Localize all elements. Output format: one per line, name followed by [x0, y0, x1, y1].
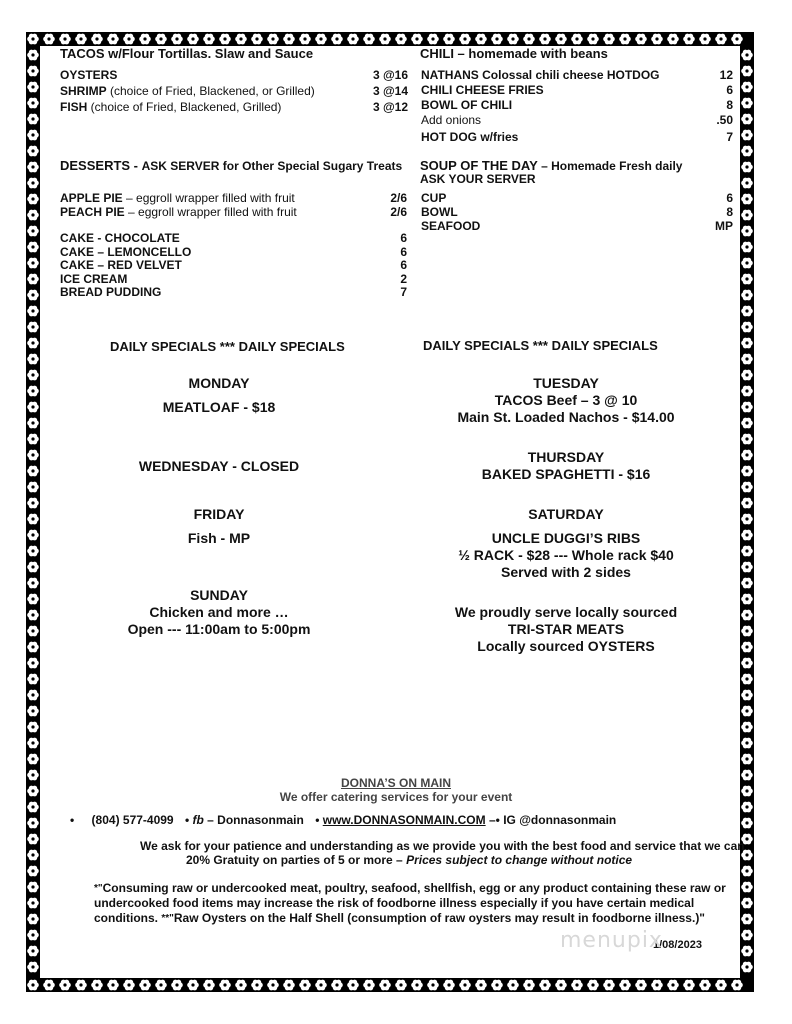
item-name-text: SHRIMP [60, 84, 107, 98]
tuesday-item-2: Main St. Loaded Nachos - $14.00 [457, 409, 675, 425]
menu-item-name [421, 205, 458, 219]
bullet-icon: • [184, 813, 190, 827]
special-wednesday [69, 458, 369, 474]
item-price: 2/6 [390, 205, 407, 219]
menu-item [421, 130, 733, 144]
specials-header-right: DAILY SPECIALS *** DAILY SPECIALS [423, 338, 658, 353]
specials-header-left: DAILY SPECIALS *** DAILY SPECIALS [110, 339, 345, 354]
desserts-label: DESSERTS - [60, 158, 142, 173]
local-line-2: TRI-STAR MEATS [507, 621, 625, 637]
item-description: (choice of Fried, Blackened, or Grilled) [106, 84, 315, 98]
gratuity-text: 20% Gratuity on parties of 5 or more – [186, 853, 407, 867]
menu-item-name [60, 231, 180, 245]
oyster-prefix: **" [161, 913, 174, 924]
prices-note: Prices subject to change without notice [406, 853, 633, 867]
special-friday [69, 506, 369, 546]
item-price: 6 [400, 231, 407, 245]
consumer-advisory [94, 881, 734, 926]
item-price: 7 [400, 285, 407, 299]
thursday-day: THURSDAY [527, 449, 605, 465]
menu-item [60, 231, 407, 245]
menu-item-name [60, 100, 281, 114]
oyster-advisory: Raw Oysters on the Half Shell (consumption of raw oysters may result in foodborne illness.)" [173, 911, 705, 925]
special-thursday [416, 449, 716, 483]
restaurant-name [200, 776, 592, 790]
soup-title [420, 158, 682, 173]
item-name-text: OYSTERS [60, 68, 118, 82]
fb-name: – Donnasonmain [203, 813, 304, 827]
menu-item-name [421, 219, 480, 233]
thursday-item: BAKED SPAGHETTI - $16 [481, 466, 651, 482]
patience-line: We ask for your patience and understanding as we provide you with the best food and service that we can [140, 839, 745, 853]
item-name-text: FISH [60, 100, 88, 114]
item-name-text: CHILI CHEESE FRIES [421, 83, 544, 97]
menu-item-name [421, 113, 481, 127]
wednesday-day: WEDNESDAY - CLOSED [138, 458, 300, 474]
menu-item [60, 84, 408, 98]
item-price: 2/6 [390, 191, 407, 205]
menu-item [421, 98, 733, 112]
sunday-day: SUNDAY [190, 587, 248, 603]
menu-item [60, 191, 407, 205]
special-monday [69, 375, 369, 415]
menu-item [60, 68, 408, 82]
menu-item [421, 68, 733, 82]
menu-item-name [421, 191, 446, 205]
item-name-text: CUP [421, 191, 447, 205]
tuesday-day: TUESDAY [533, 375, 599, 391]
local-sourcing [416, 604, 716, 655]
item-price: 6 [726, 83, 733, 97]
item-name-text: CAKE – LEMONCELLO [60, 244, 192, 259]
saturday-item-3: Served with 2 sides [501, 564, 631, 580]
item-name-text: PEACH PIE [60, 205, 125, 219]
item-name-text: CAKE - CHOCOLATE [60, 231, 180, 245]
catering-line: We offer catering services for your event [279, 790, 513, 804]
menu-item [60, 205, 407, 219]
item-price: 3 @16 [372, 68, 408, 82]
instagram-handle: IG @donnasonmain [503, 813, 617, 827]
menu-item-name [60, 68, 117, 82]
saturday-item-2: ½ RACK - $28 --- Whole rack $40 [458, 547, 674, 563]
special-saturday [416, 506, 716, 581]
menu-item-name [421, 98, 512, 112]
menu-item [60, 285, 407, 299]
menu-item-name [421, 130, 518, 144]
menu-item [60, 272, 407, 286]
saturday-day: SATURDAY [528, 506, 604, 522]
special-tuesday [416, 375, 716, 426]
friday-item: Fish - MP [187, 530, 251, 546]
menu-item-name [60, 258, 182, 272]
item-price: 6 [400, 258, 407, 272]
monday-item: MEATLOAF - $18 [162, 399, 276, 415]
menu-item [421, 191, 733, 205]
menu-date: 1/08/2023 [653, 939, 702, 951]
item-price: .50 [716, 113, 733, 127]
advisory-text: Consuming raw or undercooked meat, poultry, seafood, shellfish, egg or any product containing these raw or undercooked food items may increase the risk of foodborne illness especially if you have certain medical conditions. [94, 881, 726, 925]
menu-item [60, 245, 407, 259]
saturday-item-1: UNCLE DUGGI’S RIBS [491, 530, 641, 546]
monday-day: MONDAY [188, 375, 250, 391]
item-description: – eggroll wrapper filled with fruit [124, 205, 297, 219]
menu-item-name [60, 245, 191, 259]
item-name-text: NATHANS Colossal chili cheese HOTDOG [421, 68, 660, 82]
item-name-text: APPLE PIE [60, 191, 123, 205]
restaurant-name-text: DONNA’S ON MAIN [340, 776, 451, 790]
bullet-icon: • [495, 813, 500, 827]
sunday-item-1: Chicken and more … [149, 604, 289, 620]
gratuity-line [186, 853, 632, 867]
menu-item [60, 258, 407, 272]
item-price: 7 [726, 130, 733, 144]
watermark: menupix [560, 928, 663, 953]
phone-number: (804) 577-4099 [91, 813, 174, 827]
advisory-prefix: *" [94, 883, 103, 894]
local-line-3: Locally sourced OYSTERS [477, 638, 655, 654]
item-price: MP [715, 219, 733, 233]
bullet-icon: • [315, 813, 320, 827]
friday-day: FRIDAY [193, 506, 245, 522]
item-price: 8 [726, 205, 733, 219]
desserts-title [60, 158, 402, 173]
item-price: 6 [726, 191, 733, 205]
soup-subtitle: ASK YOUR SERVER [420, 172, 536, 186]
item-description: (choice of Fried, Blackened, Grilled) [87, 100, 282, 114]
bullet-icon: • [70, 813, 75, 827]
fb-label: fb [192, 813, 204, 827]
item-name-text: BOWL OF CHILI [421, 98, 513, 112]
website-link[interactable]: www.DONNASONMAIN.COM [322, 813, 486, 827]
item-name-text: SEAFOOD [421, 219, 481, 233]
tacos-title: TACOS w/Flour Tortillas. Slaw and Sauce [60, 46, 314, 61]
soup-label: SOUP OF THE DAY [420, 158, 538, 173]
item-name-text: Add onions [421, 113, 482, 127]
item-price: 6 [400, 244, 407, 259]
menu-item-name [60, 84, 315, 98]
sunday-item-2: Open --- 11:00am to 5:00pm [127, 621, 311, 637]
item-price: 3 @14 [372, 84, 408, 98]
menu-item-name [60, 191, 295, 205]
menu-item [421, 205, 733, 219]
contact-line [70, 813, 616, 827]
item-description: – eggroll wrapper filled with fruit [122, 191, 295, 205]
item-price: 8 [726, 98, 733, 112]
menu-item [421, 113, 733, 127]
item-name-text: BOWL [421, 205, 458, 219]
soup-title-note: – Homemade Fresh daily [537, 159, 683, 173]
menu-item-name [60, 205, 297, 219]
item-price: 3 @12 [372, 100, 408, 114]
tuesday-item-1: TACOS Beef – 3 @ 10 [494, 392, 638, 408]
menu-item [421, 83, 733, 97]
item-name-text: BREAD PUDDING [60, 285, 162, 299]
desserts-note: ASK SERVER for Other Special Sugary Treats [141, 159, 403, 173]
menu-item [60, 100, 408, 114]
menu-item-name [421, 83, 544, 97]
item-price: 12 [719, 68, 733, 82]
menu-item-name [421, 68, 660, 82]
local-line-1: We proudly serve locally sourced [454, 604, 678, 620]
menu-item [421, 219, 733, 233]
chili-title: CHILI – homemade with beans [420, 46, 608, 61]
item-price: 2 [400, 271, 407, 286]
item-name-text: HOT DOG w/fries [421, 130, 519, 144]
special-sunday [69, 587, 369, 638]
dash-separator: – [488, 813, 496, 827]
item-name-text: CAKE – RED VELVET [60, 258, 182, 272]
menu-item-name [60, 285, 161, 299]
menu-item-name [60, 272, 127, 286]
item-name-text: ICE CREAM [60, 271, 128, 286]
